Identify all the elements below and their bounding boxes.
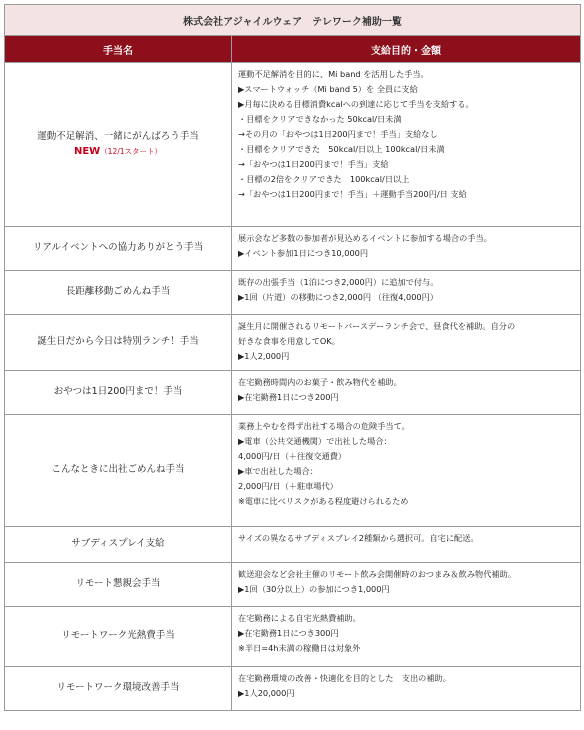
allowance-name-cell bbox=[5, 527, 232, 563]
allowance-name: リモート懇親会手当 bbox=[75, 578, 161, 590]
allowance-name-cell bbox=[5, 563, 232, 607]
new-start-note: （12/1スタート） bbox=[100, 147, 163, 156]
detail-line: →その月の「おやつは1日200円まで！手当」支給なし bbox=[238, 129, 438, 139]
detail-line: 歓送迎会など会社主催のリモート飲み会開催時のおつまみ＆飲み物代補助。 bbox=[238, 569, 516, 579]
detail-line: →「おやつは1日200円まで！手当」支給 bbox=[238, 159, 389, 169]
detail-line: ▶1人2,000円 bbox=[238, 351, 290, 361]
detail-line: ▶車で出社した場合： bbox=[238, 466, 318, 476]
detail-line: サイズの異なるサブディスプレイ2種類から選択可。自宅に配送。 bbox=[238, 533, 479, 543]
detail-line: 在宅勤務時間内のお菓子・飲み物代を補助。 bbox=[238, 377, 402, 387]
detail-line: 在宅勤務環境の改善・快適化を目的とした 支出の補助。 bbox=[238, 673, 451, 683]
detail-line: ▶月毎に決める目標消費kcalへの到達に応じて手当を支給する。 bbox=[238, 99, 474, 109]
allowance-name: 誕生日だから今日は特別ランチ！手当 bbox=[37, 336, 199, 348]
table-row bbox=[5, 315, 581, 371]
detail-line: ・目標をクリアできた 50kcal/日以上 100kcal/日未満 bbox=[238, 144, 445, 154]
allowance-name: リモートワーク環境改善手当 bbox=[56, 682, 180, 694]
table-row bbox=[5, 227, 581, 271]
allowance-name-cell bbox=[5, 315, 232, 371]
allowance-table-container bbox=[4, 4, 580, 711]
detail-line: 展示会など多数の参加者が見込めるイベントに参加する場合の手当。 bbox=[238, 233, 492, 243]
detail-line: ▶1人20,000円 bbox=[238, 688, 295, 698]
detail-line: 好きな食事を用意してOK。 bbox=[238, 336, 340, 346]
detail-line: ▶1回（30分以上）の参加につき1,000円 bbox=[238, 584, 390, 594]
detail-line: 誕生月に開催されるリモートバースデーランチ会で、昼食代を補助。自分の bbox=[238, 321, 516, 331]
table-row bbox=[5, 607, 581, 667]
table-row bbox=[5, 563, 581, 607]
table-row bbox=[5, 667, 581, 711]
detail-line: ・目標の2倍をクリアできた 100kcal/日以上 bbox=[238, 174, 410, 184]
detail-line: ▶在宅勤務1日につき200円 bbox=[238, 392, 339, 402]
allowance-table bbox=[4, 4, 581, 711]
table-title: 株式会社アジャイルウェア テレワーク補助一覧 bbox=[5, 5, 581, 36]
title-row bbox=[5, 5, 581, 36]
column-header-name: 手当名 bbox=[5, 36, 232, 63]
detail-line: ・目標をクリアできなかった 50kcal/日未満 bbox=[238, 114, 402, 124]
detail-line: 2,000円/日（＋駐車場代） bbox=[238, 481, 338, 491]
table-row bbox=[5, 63, 581, 227]
allowance-name-cell bbox=[5, 63, 232, 227]
allowance-name: リモートワーク光熱費手当 bbox=[61, 630, 175, 642]
table-row bbox=[5, 527, 581, 563]
allowance-detail-cell bbox=[232, 63, 581, 227]
allowance-name-cell bbox=[5, 607, 232, 667]
table-row bbox=[5, 415, 581, 527]
allowance-name: リアルイベントへの協力ありがとう手当 bbox=[32, 242, 204, 254]
allowance-name-cell bbox=[5, 667, 232, 711]
allowance-detail-cell bbox=[232, 271, 581, 315]
allowance-name-cell bbox=[5, 371, 232, 415]
detail-line: ▶スマートウォッチ（Mi band 5）を 全員に支給 bbox=[238, 84, 418, 94]
allowance-name-cell bbox=[5, 271, 232, 315]
allowance-detail-cell bbox=[232, 667, 581, 711]
table-row bbox=[5, 271, 581, 315]
detail-line: →「おやつは1日200円まで！手当」＋運動手当200円/日 支給 bbox=[238, 189, 467, 199]
allowance-name: 長距離移動ごめんね手当 bbox=[65, 286, 171, 298]
allowance-detail-cell bbox=[232, 315, 581, 371]
allowance-name: 運動不足解消、一緒にがんばろう手当 bbox=[37, 130, 199, 142]
detail-line: ※半日=4h未満の稼働日は対象外 bbox=[238, 643, 361, 653]
detail-line: ▶電車（公共交通機関）で出社した場合： bbox=[238, 436, 392, 446]
allowance-detail-cell bbox=[232, 527, 581, 563]
allowance-detail-cell bbox=[232, 415, 581, 527]
allowance-detail-cell bbox=[232, 607, 581, 667]
table-row bbox=[5, 371, 581, 415]
allowance-name: こんなときに出社ごめんね手当 bbox=[51, 464, 185, 476]
allowance-name: サブディスプレイ支給 bbox=[71, 538, 165, 550]
allowance-name-cell bbox=[5, 415, 232, 527]
allowance-detail-cell bbox=[232, 371, 581, 415]
column-header-detail: 支給目的・金額 bbox=[232, 36, 581, 63]
detail-line: 運動不足解消を目的に、Mi band を活用した手当。 bbox=[238, 69, 429, 79]
new-badge: NEW bbox=[73, 146, 101, 157]
allowance-name: おやつは1日200円まで！手当 bbox=[53, 386, 183, 398]
detail-line: 在宅勤務による自宅光熱費補助。 bbox=[238, 613, 361, 623]
detail-line: 4,000円/日（＋往復交通費） bbox=[238, 451, 347, 461]
detail-line: 業務上やむを得ず出社する場合の危険手当て。 bbox=[238, 421, 410, 431]
detail-line: ※電車に比べリスクがある程度避けられるため bbox=[238, 496, 409, 506]
allowance-detail-cell bbox=[232, 563, 581, 607]
detail-line: ▶1回（片道）の移動につき2,000円 （往復4,000円） bbox=[238, 292, 439, 302]
allowance-detail-cell bbox=[232, 227, 581, 271]
header-row bbox=[5, 36, 581, 63]
detail-line: ▶在宅勤務1日につき300円 bbox=[238, 628, 339, 638]
allowance-name-cell bbox=[5, 227, 232, 271]
detail-line: ▶イベント参加1日につき10,000円 bbox=[238, 248, 369, 258]
detail-line: 既存の出張手当（1泊につき2,000円）に追加で付与。 bbox=[238, 277, 439, 287]
